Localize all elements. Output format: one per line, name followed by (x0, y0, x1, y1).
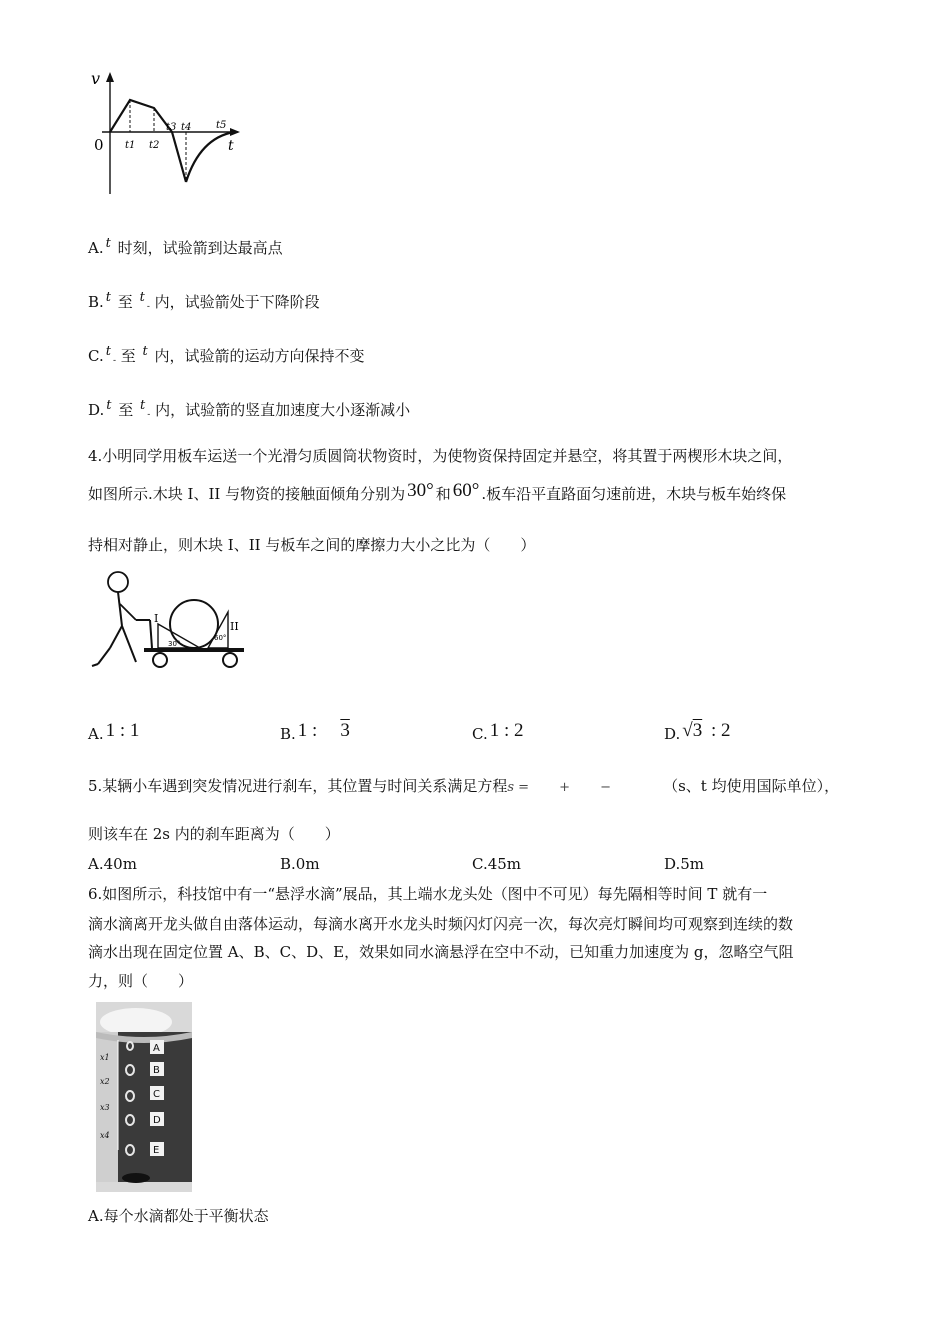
q4-option-a[interactable]: A. 1 : 1 (88, 720, 140, 743)
drop-label-e: E (153, 1145, 160, 1156)
q3-option-d[interactable]: D. t 至 t- 内，试验箭的竖直加速度大小逐渐减小 (88, 398, 411, 420)
floating-water-drop-photo (96, 1002, 192, 1192)
q6-line-2: 滴水滴离开龙头做自由落体运动，每滴水离开水龙头时频闪灯闪亮一次，每次亮灯瞬间均可观察到连续的数 (88, 915, 794, 933)
q4-option-d[interactable]: D. √3 : 2 (664, 720, 731, 743)
q6-line-3: 滴水出现在固定位置 A、B、C、D、E，效果如同水滴悬浮在空中不动，已知重力加速度为 g，忽略空气阻 (88, 943, 794, 961)
q4-line-3: 持相对静止，则木块 I、II 与板车之间的摩擦力大小之比为（ ） (88, 536, 536, 554)
tick-t5: t5 (216, 120, 227, 131)
block-ii-label: II (230, 620, 239, 633)
q5-option-c[interactable]: C.45m (472, 855, 522, 873)
axis-t-label: t (228, 138, 234, 154)
axis-v-label: v (91, 70, 101, 88)
q5-option-b[interactable]: B.0m (280, 855, 320, 873)
q6-line-4: 力，则（ ） (88, 972, 194, 990)
tick-t3: t3 (166, 122, 177, 133)
angle-30-label: 30° (168, 640, 181, 648)
angle-60-label: 60° (214, 634, 227, 642)
gap-x2: x2 (100, 1077, 110, 1086)
q4-option-b[interactable]: B. 1 : 3 (280, 720, 350, 743)
q4-line-1: 4.小明同学用板车运送一个光滑匀质圆筒状物资时，为使物资保持固定并悬空，将其置于两楔形木块之间， (88, 447, 793, 465)
q4-line-2: 如图所示.木块 I、II 与物资的接触面倾角分别为 30° 和 60° .板车沿平直路面匀速前进，木块与板车始终保 (88, 480, 787, 503)
drop-label-d: D (153, 1115, 161, 1126)
q5-line-1: 5.某辆小车遇到突发情况进行刹车，其位置与时间关系满足方程s = + − （s、t 均使用国际单位）， (88, 777, 840, 795)
origin-label: 0 (94, 136, 104, 154)
q6-option-a[interactable]: A.每个水滴都处于平衡状态 (88, 1207, 269, 1225)
q4-option-c[interactable]: C. 1 : 2 (472, 720, 524, 743)
drop-label-a: A (153, 1043, 160, 1054)
q6-line-1: 6.如图所示，科技馆中有一“悬浮水滴”展品，其上端水龙头处（图中不可见）每先隔相等时间 T 就有一 (88, 885, 768, 903)
cart-figure (88, 568, 248, 676)
tick-t1: t1 (125, 140, 136, 151)
drop-label-c: C (153, 1089, 160, 1100)
gap-x4: x4 (100, 1131, 110, 1140)
tick-t2: t2 (149, 140, 160, 151)
q5-line-2: 则该车在 2s 内的刹车距离为（ ） (88, 825, 340, 843)
drop-label-b: B (153, 1065, 160, 1076)
q5-option-d[interactable]: D.5m (664, 855, 705, 873)
velocity-time-graph (88, 70, 248, 202)
block-i-label: I (154, 612, 159, 625)
q3-option-c[interactable]: C. t- 至 t 内，试验箭的运动方向保持不变 (88, 344, 365, 366)
gap-x3: x3 (100, 1103, 110, 1112)
tick-t4: t4 (181, 122, 192, 133)
q3-option-b[interactable]: B. t 至 t- 内，试验箭处于下降阶段 (88, 290, 320, 312)
gap-x1: x1 (100, 1053, 110, 1062)
q3-option-a[interactable]: A. t 时刻，试验箭到达最高点 (88, 236, 283, 257)
q5-option-a[interactable]: A.40m (88, 855, 137, 873)
